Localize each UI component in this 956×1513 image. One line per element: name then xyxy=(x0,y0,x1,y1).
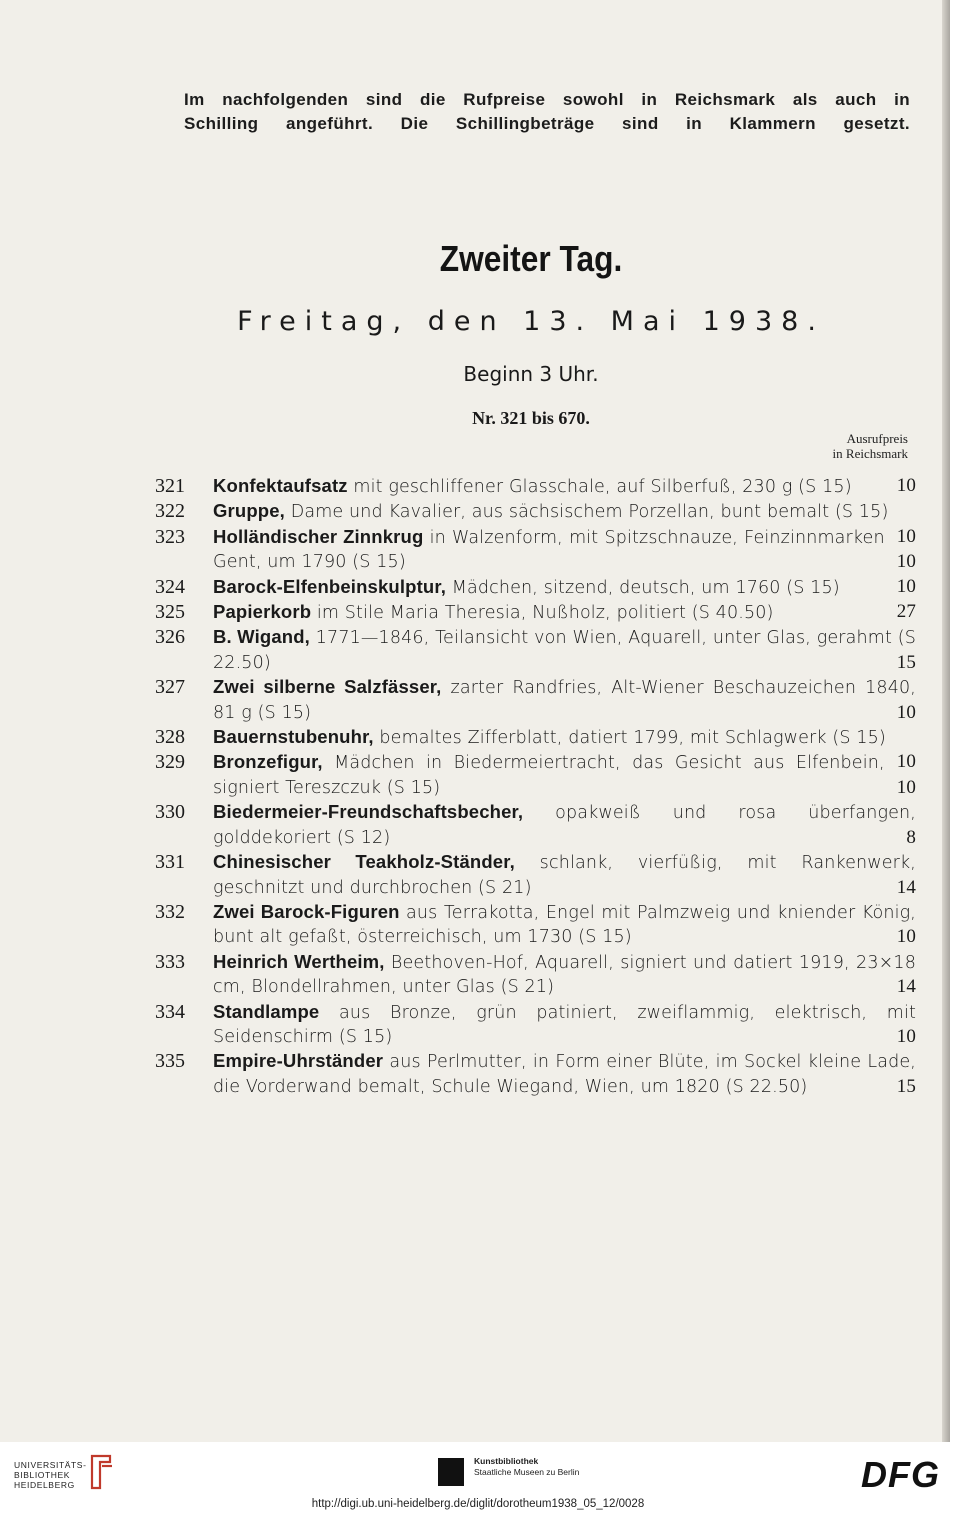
lot-body: Dame und Kavalier, aus sächsischem Porzellan, bunt bemalt (S 15) xyxy=(284,502,889,523)
lot-description xyxy=(213,950,916,1000)
lot-number: 322 xyxy=(155,500,185,523)
lot-description xyxy=(213,575,916,600)
lot-price: 10 xyxy=(896,551,916,573)
lot-entry xyxy=(150,950,916,1000)
lot-body: Mädchen in Biedermeiertracht, das Gesicht aus Elfenbein, signiert Tereszczuk (S 15) xyxy=(213,753,885,798)
lot-body: aus Perlmutter, in Form einer Blüte, im Sockel kleine Lade, die Vorderwand bemalt, Schule Wiegand, Wien, um 1820 (S 22.50) xyxy=(213,1052,916,1097)
page-edge-shadow xyxy=(942,0,950,1442)
lot-title: Zwei silberne Salzfässer, xyxy=(213,676,442,698)
price-column-header xyxy=(833,431,908,461)
lot-price: 10 xyxy=(896,1025,916,1047)
lot-number: 335 xyxy=(155,1050,185,1073)
lot-price: 14 xyxy=(896,876,916,898)
lot-price: 10 xyxy=(896,926,916,948)
lot-entry xyxy=(150,575,916,600)
lot-number: 329 xyxy=(155,751,185,774)
lot-number: 326 xyxy=(155,626,185,649)
lot-body: aus Terrakotta, Engel mit Palmzweig und kniender König, bunt alt gefaßt, österreichisch, um 1730 (S 15) xyxy=(213,902,917,948)
price-header-line-1: Ausrufpreis xyxy=(846,431,908,446)
lot-list xyxy=(150,474,916,1099)
lot-description xyxy=(213,625,916,675)
lot-body: schlank, vierfüßig, mit Rankenwerk, geschnitzt und durchbrochen (S 21) xyxy=(213,853,916,898)
lot-body: Mädchen, sitzend, deutsch, um 1760 (S 15) xyxy=(446,577,840,598)
lot-price: 8 xyxy=(906,826,916,848)
day-heading: Zweiter Tag. xyxy=(439,238,623,279)
lot-price: 10 xyxy=(896,525,916,547)
lot-entry xyxy=(150,800,916,850)
lot-title: Bronzefigur, xyxy=(213,751,323,773)
lot-entry xyxy=(150,1049,916,1099)
lot-price: 27 xyxy=(896,601,916,623)
lot-number: 332 xyxy=(155,900,185,923)
lot-title: Papierkorb xyxy=(213,601,312,623)
kb-line-2: Staatliche Museen zu Berlin xyxy=(474,1467,580,1477)
lot-body: zarter Randfries, Alt-Wiener Beschauzeichen 1840, 81 g (S 15) xyxy=(213,678,916,723)
lot-price: 10 xyxy=(896,575,916,597)
lot-entry xyxy=(150,474,916,499)
lot-number: 325 xyxy=(155,601,185,624)
university-emblem-icon xyxy=(88,1454,114,1490)
lot-number: 330 xyxy=(155,801,185,824)
uni-line-1: UNIVERSITÄTS- xyxy=(14,1460,87,1470)
lot-description xyxy=(213,675,916,725)
lot-range: Nr. 321 bis 670. xyxy=(472,408,590,428)
lot-price: 14 xyxy=(896,976,916,998)
lot-number: 324 xyxy=(155,575,185,598)
lot-title: Gruppe, xyxy=(213,500,285,522)
kunstbibliothek-icon xyxy=(438,1458,464,1486)
currency-notice xyxy=(150,88,910,136)
lot-number: 327 xyxy=(155,676,185,699)
lot-body: im Stile Maria Theresia, Nußholz, politiert (S 40.50) xyxy=(311,603,774,624)
start-time: Beginn 3 Uhr. xyxy=(463,362,599,386)
lot-entry xyxy=(150,1000,916,1050)
notice-line-1: Im nachfolgenden sind die Rufpreise sowohl in Reichsmark als auch in xyxy=(184,90,910,109)
lot-number: 328 xyxy=(155,726,185,749)
lot-description xyxy=(213,900,916,950)
lot-entry xyxy=(150,750,916,800)
university-library-logo[interactable] xyxy=(14,1460,87,1490)
lot-title: Chinesischer Teakholz-Ständer, xyxy=(213,851,515,873)
lot-description xyxy=(213,800,916,850)
notice-line-2: Schilling angeführt. Die Schillingbeträge sind in Klammern gesetzt. xyxy=(184,114,910,133)
lot-price: 15 xyxy=(896,651,916,673)
digitization-footer xyxy=(0,1442,956,1513)
lot-price: 10 xyxy=(896,751,916,773)
lot-title: Standlampe xyxy=(213,1000,320,1022)
lot-price: 10 xyxy=(896,475,916,496)
uni-line-3: HEIDELBERG xyxy=(14,1480,75,1490)
lot-title: Konfektaufsatz xyxy=(213,475,348,496)
lot-number: 323 xyxy=(155,525,185,548)
lot-number: 321 xyxy=(155,475,185,497)
lot-body: 1771—1846, Teilansicht von Wien, Aquarell, unter Glas, gerahmt (S 22.50) xyxy=(213,628,916,673)
lot-description xyxy=(213,525,916,575)
uni-line-2: BIBLIOTHEK xyxy=(14,1470,71,1480)
lot-body: aus Bronze, grün patiniert, zweiflammig, elektrisch, mit Seidenschirm (S 15) xyxy=(213,1002,916,1047)
lot-title: Heinrich Wertheim, xyxy=(213,950,385,972)
lot-title: Bauernstubenuhr, xyxy=(213,726,374,748)
lot-number: 334 xyxy=(155,1000,185,1023)
price-header-line-2: in Reichsmark xyxy=(832,446,908,461)
lot-title: Biedermeier-Freundschaftsbecher, xyxy=(213,801,524,823)
lot-body: mit geschliffener Glasschale, auf Silberfuß, 230 g (S 15) xyxy=(347,477,852,497)
lot-price: 10 xyxy=(896,701,916,723)
lot-body: Beethoven-Hof, Aquarell, signiert und datiert 1919, 23×18 cm, Blondellrahmen, unter Glas (S 21) xyxy=(213,952,916,998)
lot-entry xyxy=(150,525,916,575)
lot-title: Barock-Elfenbeinskulptur, xyxy=(213,575,446,597)
lot-description xyxy=(213,750,916,800)
lot-price: 15 xyxy=(896,1075,916,1097)
permalink-url[interactable]: http://digi.ub.uni-heidelberg.de/diglit/dorotheum1938_05_12/0028 xyxy=(311,1498,645,1510)
lot-description xyxy=(213,850,916,900)
lot-description xyxy=(213,1000,916,1050)
lot-number: 333 xyxy=(155,950,185,973)
lot-price: 10 xyxy=(896,776,916,798)
lot-description xyxy=(213,1049,916,1099)
lot-title: Empire-Uhrständer xyxy=(213,1050,384,1072)
kb-line-1: Kunstbibliothek xyxy=(474,1456,539,1466)
lot-body: in Walzenform, mit Spitzschnauze, Feinzinnmarken Gent, um 1790 (S 15) xyxy=(213,527,885,573)
lot-description xyxy=(213,474,916,499)
lot-number: 331 xyxy=(155,851,185,874)
lot-entry xyxy=(150,850,916,900)
lot-title: Zwei Barock-Figuren xyxy=(213,900,400,922)
lot-entry xyxy=(150,900,916,950)
lot-title: Holländischer Zinnkrug xyxy=(213,525,424,547)
dfg-logo[interactable]: DFG xyxy=(861,1454,940,1495)
auction-date: Freitag, den 13. Mai 1938. xyxy=(237,306,825,337)
kunstbibliothek-text xyxy=(474,1456,579,1478)
lot-entry xyxy=(150,675,916,725)
lot-entry xyxy=(150,600,916,625)
lot-title: B. Wigand, xyxy=(213,626,310,648)
lot-body: opakweiß und rosa überfangen, golddekoriert (S 12) xyxy=(213,803,916,848)
lot-body: bemaltes Zifferblatt, datiert 1799, mit Schlagwerk (S 15) xyxy=(373,728,886,749)
lot-entry xyxy=(150,625,916,675)
lot-description xyxy=(213,600,916,625)
